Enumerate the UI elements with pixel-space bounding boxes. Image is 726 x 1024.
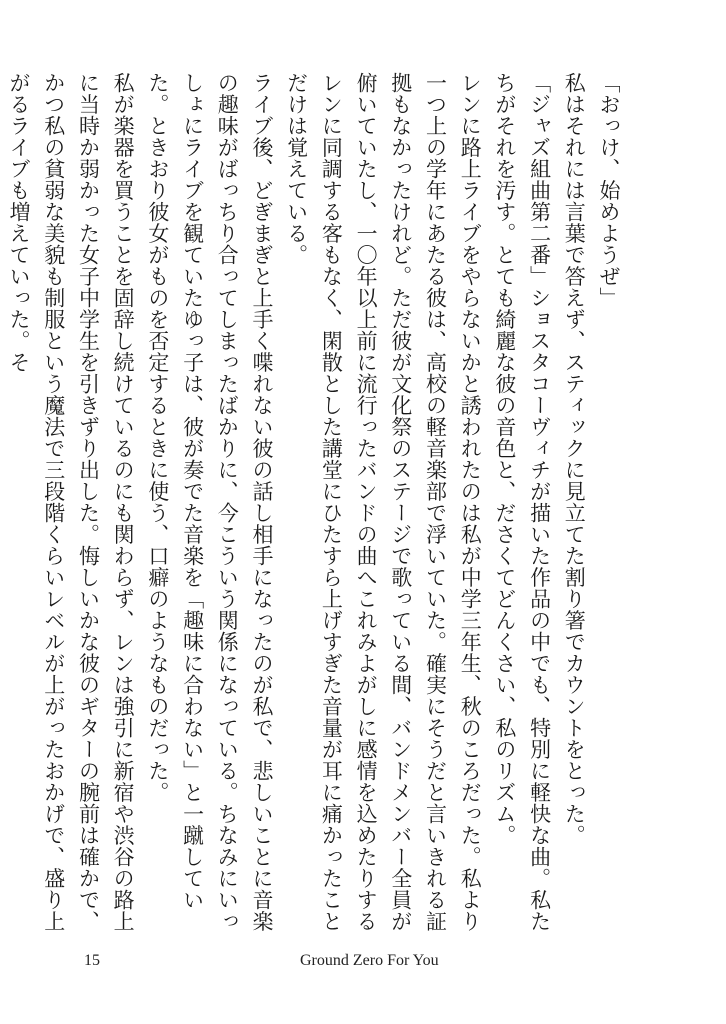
paragraph: 私はそれには言葉で答えず、スティックに見立てた割り箸でカウントをとった。 <box>562 72 587 846</box>
body-text <box>7 72 626 942</box>
page-footer <box>0 952 726 976</box>
paragraph: 私が楽器を買うことを固辞し続けているのにも関わらず、レンは強引に新宿や渋谷の路上に当時か弱かった女子中学生を引きずり出した。悔しいかな彼のギターの腕前は確かで、かつ私の貧弱な美貌も制服という魔法で三段階くらいレベルが上がったおかげで、盛り上がるライブも増えていった。そ <box>7 72 136 932</box>
running-title: Ground Zero For You <box>300 952 439 969</box>
paragraph: レンに路上ライブをやらないかと誘われたのは私が中学三年生、秋のころだった。私より一つ上の学年にあたる彼は、高校の軽音楽部で浮いていた。確実にそうだと言いきれる証拠もなかったけれど。ただ彼が文化祭のステージで歌っている間、バンドメンバー全員が俯いていたし、一〇年以上前に流行ったバンドの曲へこれみよがしに感情を込めたりするレンに同調する客もなく、閑散とした講堂にひたすら上げすぎた音量が耳に痛かったことだけは覚えている。 <box>284 72 483 932</box>
paragraph: ライブ後、どぎまぎと上手く喋れない彼の話し相手になったのが私で、悲しいことに音楽の趣味がばっちり合ってしまったばかりに、今こういう関係になっている。ちなみにいっしょにライブを観ていたゆっ子は、彼が奏でた音楽を「趣味に合わない」と一蹴していた。ときおり彼女がものを否定するときに使う、口癖のようなものだった。 <box>145 72 274 932</box>
page-number: 15 <box>84 952 100 969</box>
paragraph: 「ジャズ組曲第二番」ショスタコーヴィチが描いた作品の中でも、特別に軽快な曲。私たちがそれを汚す。とても綺麗な彼の音色と、ださくてどんくさい、私のリズム。 <box>492 72 552 932</box>
paragraph: 「おっけ、始めようぜ」 <box>597 72 621 309</box>
